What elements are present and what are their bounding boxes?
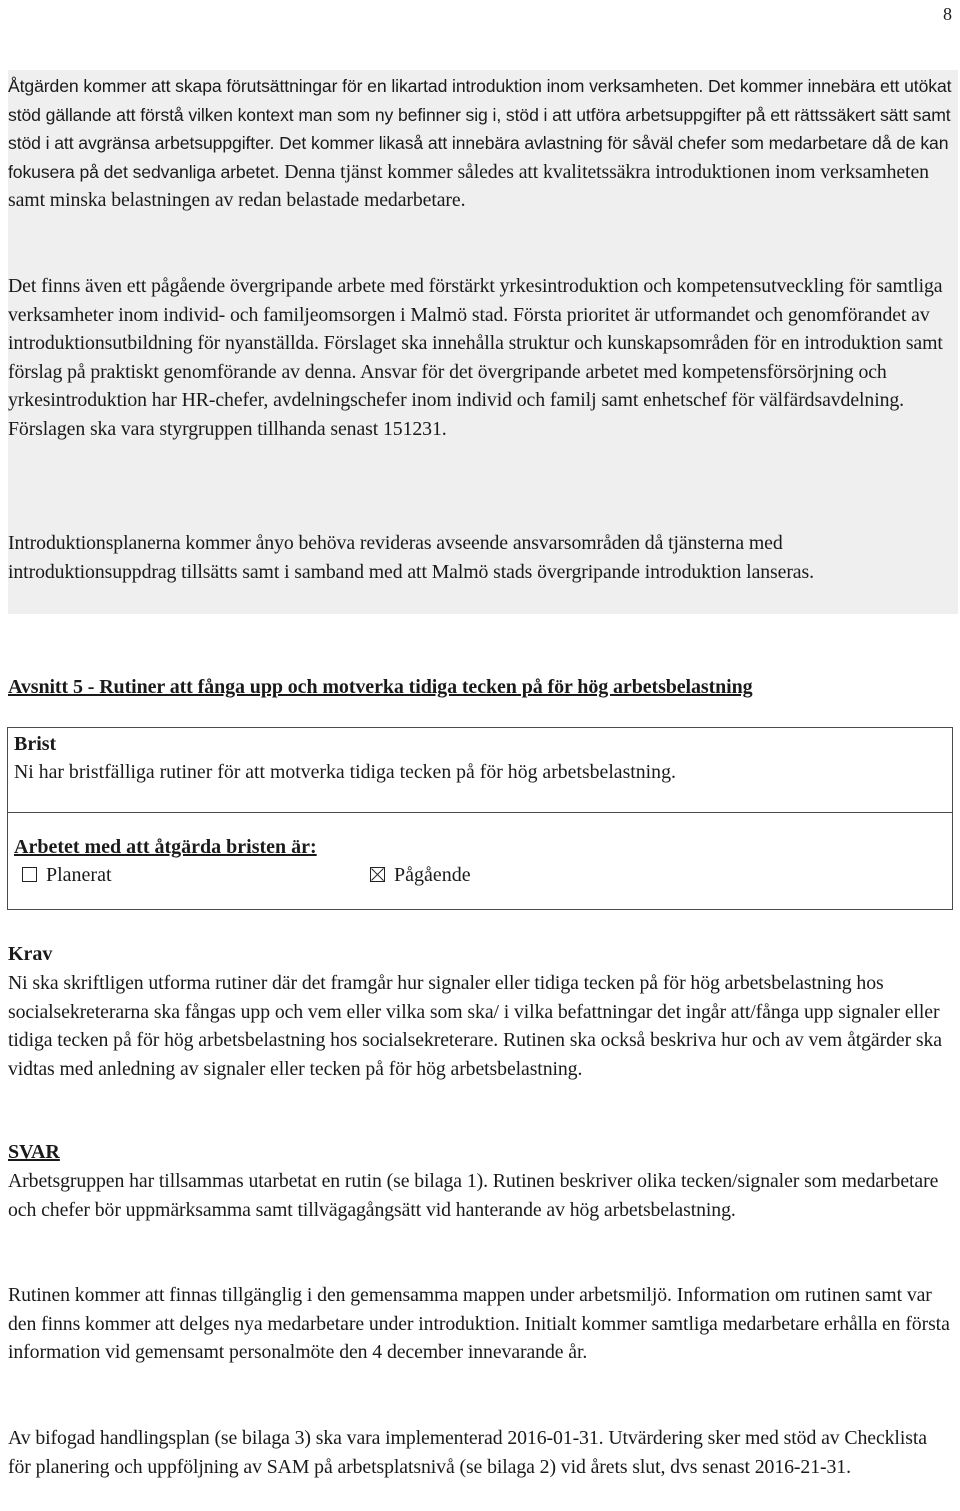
option-planned-label: Planerat	[46, 864, 112, 886]
krav-title: Krav	[8, 943, 53, 965]
option-planned[interactable]	[22, 861, 112, 889]
intro-paragraph-3: Introduktionsplanerna kommer ånyo behöva revideras avseende ansvarsområden då tjänsterna med introduktionsuppdrag tillsätts samt i samband med att Malmö stads övergripande introduktion lanseras.	[8, 532, 814, 583]
svar-paragraph-3: Av bifogad handlingsplan (se bilaga 3) ska vara implementerad 2016-01-31. Utvärdering sker med stöd av Checklista för planering och uppföljning av SAM på arbetsplatsnivå (se bilaga 2) vid årets slut, dvs senast 2016-21-31.	[8, 1427, 927, 1478]
status-box	[7, 812, 953, 910]
status-options	[14, 861, 946, 891]
intro-paragraph-2: Det finns även ett pågående övergripande arbete med förstärkt yrkesintroduktion och kompetensutveckling för samtliga verksamheter inom individ- och familjeomsorgen i Malmö stad. Första prioritet är utformandet och genomförandet av introduktionsutbildning för nyanställda. Förslaget ska innehålla struktur och kunskapsområden för en introduktion samt förslag på praktiskt genomförande av denna. Ansvar för det övergripande arbetet med kompetensförsörjning och yrkesintroduktion har HR-chefer, avdelningschefer inom individ och familj samt enhetschef för välfärdsavdelning. Förslagen ska vara styrgruppen tillhanda senast 151231.	[8, 275, 943, 440]
section-heading: Avsnitt 5 - Rutiner att fånga upp och motverka tidiga tecken på för hög arbetsbelastning	[8, 676, 753, 698]
brist-box	[7, 727, 953, 813]
intro-paragraph-1-sans: Åtgärden kommer att skapa förutsättningar för en likartad introduktion inom verksamheten. Det kommer innebära ett utökat stöd gällande att förstå vilken kontext man som ny befinner sig i, stöd i att utföra arbetsuppgifter på ett rättssäkert sätt samt stöd i att avgränsa arbetsuppgifter. Det kommer likaså att innebära avlastning för såväl chefer som medarbetare då de kan fokusera på det sedvanliga arbetet.	[8, 76, 952, 182]
intro-paragraph-1-serif: Denna tjänst kommer således att kvalitetssäkra introduktionen inom verksamheten samt minska belastningen av redan belastade medarbetare.	[8, 160, 929, 212]
page-number: 8	[943, 4, 952, 24]
planned-checkbox-icon[interactable]	[22, 867, 37, 882]
status-title: Arbetet med att åtgärda bristen är:	[14, 836, 317, 858]
svar-title: SVAR	[8, 1141, 60, 1163]
intro-paragraph-1	[8, 72, 954, 215]
brist-title: Brist	[14, 733, 57, 755]
krav-text: Ni ska skriftligen utforma rutiner där det framgår hur signaler eller tidiga tecken på för hög arbetsbelastning hos socialsekreterarna ska fångas upp och vem eller vilka som ska/ i vilka befattningar det ingår att/fånga upp signaler eller tidiga tecken på för hög arbetsbelastning hos socialsekreterare. Rutinen ska också beskriva hur och av vem åtgärder ska vidtas med anledning av signaler eller tecken på för hög arbetsbelastning.	[8, 972, 942, 1080]
svar-paragraph-1: Arbetsgruppen har tillsammas utarbetat en rutin (se bilaga 1). Rutinen beskriver olika tecken/signaler som medarbetare och chefer bör uppmärksamma samt tillvägagångsätt vid hanterande av hög arbetsbelastning.	[8, 1170, 939, 1221]
option-ongoing-label: Pågående	[394, 864, 471, 886]
option-ongoing[interactable]	[370, 861, 471, 889]
ongoing-checkbox-checked-icon[interactable]	[370, 867, 385, 882]
svar-paragraph-2: Rutinen kommer att finnas tillgänglig i den gemensamma mappen under arbetsmiljö. Information om rutinen samt var den finns kommer att delges nya medarbetare under introduktion. Initialt kommer samtliga medarbetare erhålla en första information vid gemensamt personalmöte den 4 december innevarande år.	[8, 1284, 950, 1364]
brist-text: Ni har bristfälliga rutiner för att motverka tidiga tecken på för hög arbetsbelastning.	[14, 761, 676, 783]
